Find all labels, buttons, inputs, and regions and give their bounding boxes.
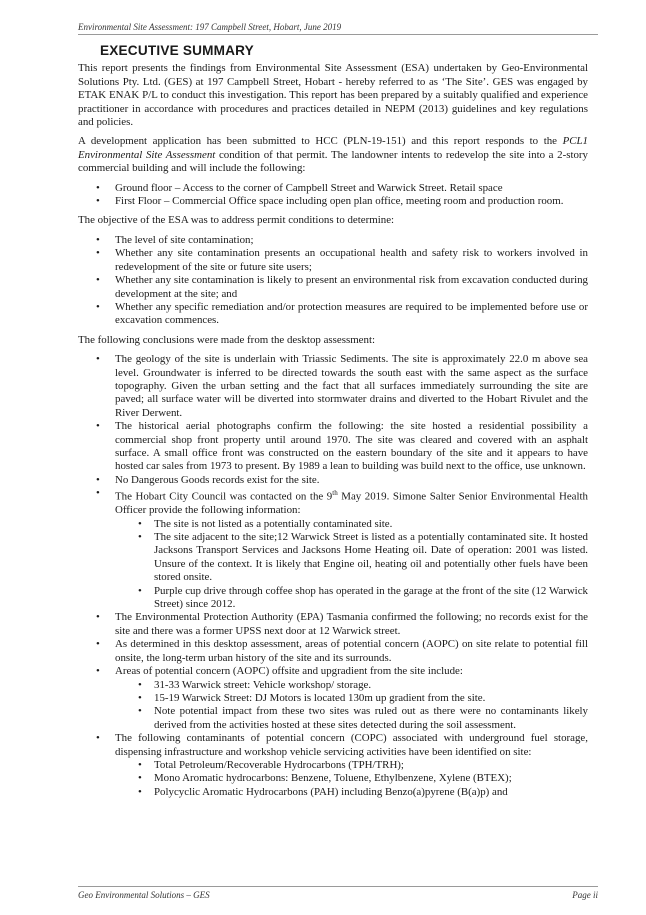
page-content <box>78 44 588 803</box>
conclusions-list <box>78 353 588 799</box>
intro-p2-text-after: condition of that permit. The landowner intents to redevelop the site into a 2-story commercial building and will include the following: <box>78 148 589 175</box>
objective-list <box>78 234 588 328</box>
floor-list <box>78 182 588 209</box>
list-item: • Whether any site contamination presents an occupational health and safety risk to workers involved in redevelopment of the site or future site users; <box>78 247 588 274</box>
intro-p2-text-before: A development application has been submitted to HCC (PLN-19-151) and this report responds to the <box>78 135 563 148</box>
council-text-after: May 2019. Simone Salter Senior Environmental Health Officer provide the following information: <box>115 490 588 517</box>
conclusion-geology: • The geology of the site is underlain with Triassic Sediments. The site is approximately 22.0 m above sea level. Groundwater is inferred to be directed towards the south east with the same aspect as the surface topography. Given the urban setting and the fact that all surfaces immediately surrounding the site are paved; all surface water will be diverted into stormwater drains and diverted to the Hobart Rivulet and the River Derwent. <box>78 353 588 420</box>
list-item: • First Floor – Commercial Office space including open plan office, meeting room and production room. <box>78 195 588 208</box>
list-item: • Whether any site contamination is likely to present an environmental risk from excavation conducted during development at the site; and <box>78 274 588 301</box>
page-number: Page ii <box>572 890 598 900</box>
aopc-sublist <box>115 679 588 733</box>
conclusion-dangerous-goods: • No Dangerous Goods records exist for the site. <box>78 474 588 487</box>
conclusion-council <box>78 487 588 611</box>
list-item: • Mono Aromatic hydrocarbons: Benzene, Toluene, Ethylbenzene, Xylene (BTEX); <box>115 772 588 785</box>
list-item: • The level of site contamination; <box>78 234 588 247</box>
list-item: • 15-19 Warwick Street: DJ Motors is located 130m up gradient from the site. <box>115 692 588 705</box>
aopc-offsite-text: Areas of potential concern (AOPC) offsite and upgradient from the site include: <box>115 665 463 678</box>
copc-sublist <box>115 759 588 799</box>
council-sublist <box>115 518 588 612</box>
intro-paragraph-2 <box>78 135 588 175</box>
conclusion-epa: • The Environmental Protection Authority (EPA) Tasmania confirmed the following; no records exist for the site and there was a former UPSS next door at 12 Warwick street. <box>78 611 588 638</box>
section-heading: EXECUTIVE SUMMARY <box>100 43 254 58</box>
council-date-suffix: th <box>332 489 338 498</box>
conclusion-aerial-photos: • The historical aerial photographs confirm the following: the site hosted a residential possibility a commercial shop front property until around 1970. The site was cleared and covered with an asphalt surface. A small office front was constructed on the eastern boundary of the site and it appears to have hosted car sales from 1973 to present. By 1989 a lean to building was build next to the office, use unknown. <box>78 420 588 474</box>
conclusion-copc <box>78 732 588 799</box>
list-item: • Ground floor – Access to the corner of Campbell Street and Warwick Street. Retail space <box>78 182 588 195</box>
objective-intro: The objective of the ESA was to address permit conditions to determine: <box>78 214 395 227</box>
conclusion-aopc-onsite: • As determined in this desktop assessment, areas of potential concern (AOPC) on site relate to potential fill onsite, the long-term urban history of the site and its surrounds. <box>78 638 588 665</box>
conclusions-intro: The following conclusions were made from the desktop assessment: <box>78 333 376 346</box>
running-header: Environmental Site Assessment: 197 Campbell Street, Hobart, June 2019 <box>78 22 598 35</box>
footer-company: Geo Environmental Solutions – GES <box>78 890 210 900</box>
list-item: • The site is not listed as a potentially contaminated site. <box>115 518 588 531</box>
intro-paragraph-1: This report presents the findings from Environmental Site Assessment (ESA) undertaken by Geo-Environmental Solutions Pty. Ltd. (GES) at 197 Campbell Street, Hobart - hereby referred to as ‘The Site’. GES was engaged by ETAK ENAK P/L to conduct this investigation. This report has been prepared by a suitably qualified and experience practitioner in accordance with procedures and practices detailed in NEPM (2013) guidelines and key regulations and policies. <box>78 62 588 129</box>
council-text-before: The Hobart City Council was contacted on the 9 <box>115 490 333 503</box>
list-item: • The site adjacent to the site;12 Warwick Street is listed as a potentially contaminated site. It hosted Jacksons Transport Services and Jacksons Home Heating oil. Date of operation: 2001 was listed. Unsure of the context. It is likely that Engine oil, heating oil and potentially other fuels have been stored onsite. <box>115 531 588 585</box>
copc-text: The following contaminants of potential concern (COPC) associated with underground fuel storage, dispensing infrastructure and workshop vehicle servicing activities have been identified on site: <box>115 732 588 758</box>
list-item: • Total Petroleum/Recoverable Hydrocarbons (TPH/TRH); <box>115 759 588 772</box>
list-item: • Note potential impact from these two sites was ruled out as there were no contaminants likely derived from the activities hosted at these sites detected during the soil assessment. <box>115 705 588 732</box>
list-item: • Polycyclic Aromatic Hydrocarbons (PAH) including Benzo(a)pyrene (B(a)p) and <box>115 786 588 799</box>
list-item: • Purple cup drive through coffee shop has operated in the garage at the front of the site (12 Warwick Street) since 2012. <box>115 585 588 612</box>
permit-condition-name: PCL1 Environmental Site Assessment <box>78 135 588 161</box>
running-footer <box>78 886 598 900</box>
conclusion-aopc-offsite <box>78 665 588 732</box>
list-item: • Whether any specific remediation and/or protection measures are required to be implemented before use or excavation commences. <box>78 301 588 328</box>
list-item: • 31-33 Warwick street: Vehicle workshop/ storage. <box>115 679 588 692</box>
